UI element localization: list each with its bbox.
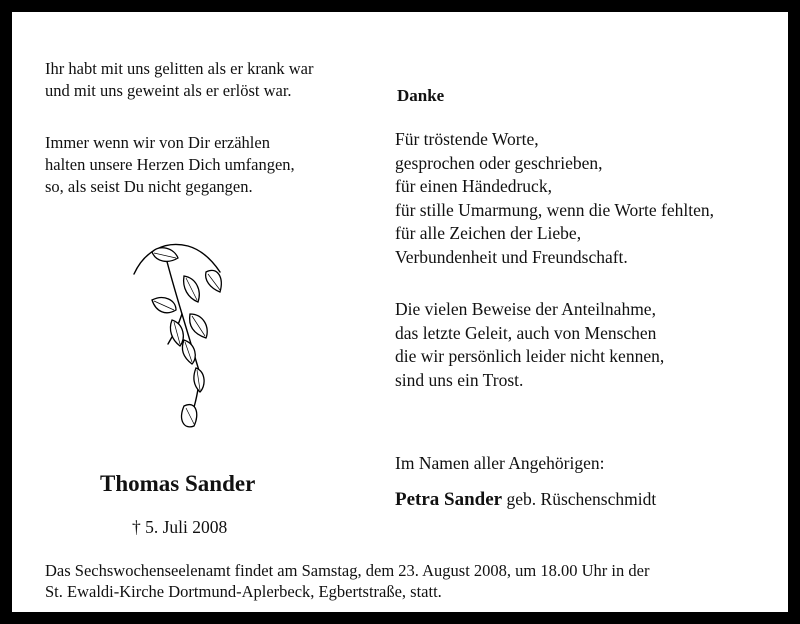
condolence-line: sind uns ein Trost.: [395, 369, 524, 390]
thanks-line: für einen Händedruck,: [395, 176, 552, 196]
signer-name: Petra Sander: [395, 489, 503, 510]
condolence-line: Die vielen Beweise der Anteilnahme,: [395, 299, 656, 319]
thanks-line: Für tröstende Worte,: [395, 129, 539, 149]
mass-notice-line: Das Sechswochenseelenamt findet am Samstag, dem 23. August 2008, um 18.00 Uhr in der: [45, 561, 650, 580]
poem-line: und mit uns geweint als er erlöst war.: [45, 81, 292, 100]
thanks-line: gesprochen oder geschrieben,: [395, 152, 603, 173]
thanks-heading: Danke: [397, 86, 445, 105]
poem-stanza-2: [45, 132, 295, 198]
death-date: † 5. Juli 2008: [132, 517, 228, 537]
condolence-line: die wir persönlich leider nicht kennen,: [395, 346, 665, 366]
signer-birth-name: geb. Rüschenschmidt: [502, 489, 657, 509]
poem-line: Immer wenn wir von Dir erzählen: [45, 133, 270, 152]
poem-line: halten unsere Herzen Dich umfangen,: [45, 155, 295, 174]
deceased-name: Thomas Sander: [100, 471, 256, 496]
birch-branch-icon: [124, 234, 234, 444]
thanks-line: für alle Zeichen der Liebe,: [395, 223, 582, 243]
thanks-line: Verbundenheit und Freundschaft.: [395, 246, 628, 267]
poem-stanza-1: [45, 58, 314, 102]
condolence-text: [395, 298, 664, 392]
mass-notice-line: St. Ewaldi-Kirche Dortmund-Aplerbeck, Egbertstraße, statt.: [45, 582, 442, 601]
thanks-text: [395, 128, 714, 269]
thanks-line: für stille Umarmung, wenn die Worte fehlten,: [395, 199, 715, 220]
poem-line: so, als seist Du nicht gegangen.: [45, 177, 253, 196]
condolence-line: das letzte Geleit, auch von Menschen: [395, 322, 657, 343]
signature-intro: Im Namen aller Angehörigen:: [395, 453, 605, 473]
mass-notice: [45, 560, 649, 602]
signature: [395, 488, 656, 511]
poem-line: Ihr habt mit uns gelitten als er krank war: [45, 59, 314, 78]
